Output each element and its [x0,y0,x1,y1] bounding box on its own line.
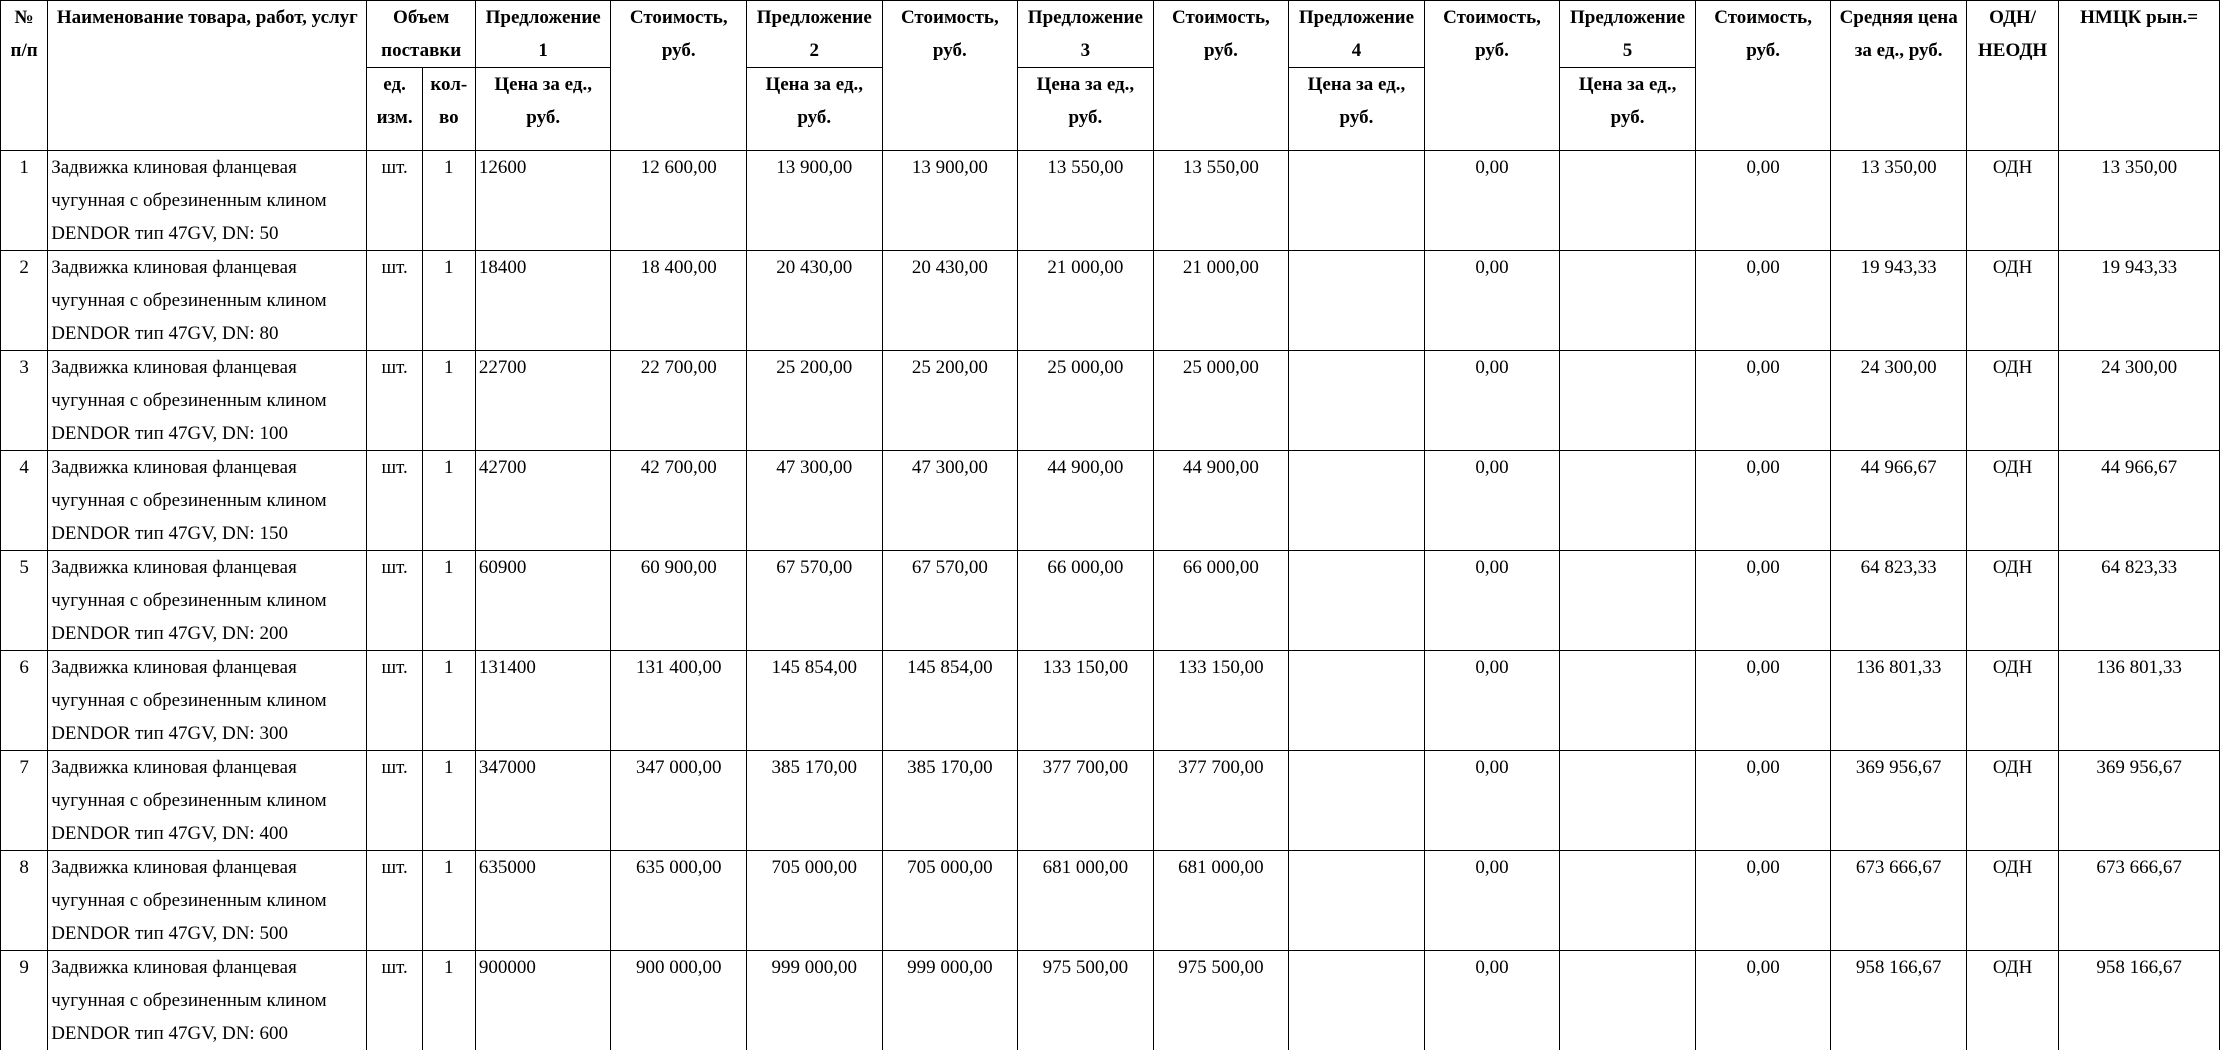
row-price2: 47 300,00 [747,451,883,551]
header-num [1,1,48,151]
row-price1: 42700 [475,451,611,551]
row-price4 [1289,751,1425,851]
row-odn: ОДН [1966,151,2058,251]
row-cost1: 635 000,00 [611,851,747,951]
row-unit: шт. [367,451,422,551]
header-nmck: НМЦК рын.= [2059,1,2220,151]
header-num-line1: № [14,7,34,28]
row-cost5: 0,00 [1695,351,1831,451]
row-cost5: 0,00 [1695,451,1831,551]
row-avg-price: 19 943,33 [1831,251,1967,351]
row-odn: ОДН [1966,551,2058,651]
row-price2: 705 000,00 [747,851,883,951]
row-price1: 60900 [475,551,611,651]
row-price1: 347000 [475,751,611,851]
row-cost1: 131 400,00 [611,651,747,751]
row-number: 6 [1,651,48,751]
row-price5 [1560,251,1696,351]
row-name: Задвижка клиновая фланцевая чугунная с обрезиненным клином DENDOR тип 47GV, DN: 50 [48,151,367,251]
row-avg-price: 958 166,67 [1831,951,1967,1050]
row-nmck: 44 966,67 [2059,451,2220,551]
row-price3: 21 000,00 [1018,251,1154,351]
row-cost4: 0,00 [1424,751,1560,851]
row-cost2: 385 170,00 [882,751,1018,851]
row-price2: 25 200,00 [747,351,883,451]
row-name: Задвижка клиновая фланцевая чугунная с обрезиненным клином DENDOR тип 47GV, DN: 600 [48,951,367,1050]
row-cost4: 0,00 [1424,351,1560,451]
row-nmck: 24 300,00 [2059,351,2220,451]
row-price2: 20 430,00 [747,251,883,351]
row-price4 [1289,451,1425,551]
row-nmck: 958 166,67 [2059,951,2220,1050]
row-price5 [1560,651,1696,751]
row-price2: 13 900,00 [747,151,883,251]
header-price2: Цена за ед., руб. [747,68,883,151]
row-price1: 22700 [475,351,611,451]
row-price4 [1289,951,1425,1050]
row-price1: 131400 [475,651,611,751]
row-price3: 25 000,00 [1018,351,1154,451]
table-header [1,1,2220,151]
row-price3: 377 700,00 [1018,751,1154,851]
row-cost1: 22 700,00 [611,351,747,451]
row-price4 [1289,251,1425,351]
header-volume: Объем поставки [367,1,475,68]
row-name: Задвижка клиновая фланцевая чугунная с обрезиненным клином DENDOR тип 47GV, DN: 100 [48,351,367,451]
row-name: Задвижка клиновая фланцевая чугунная с обрезиненным клином DENDOR тип 47GV, DN: 150 [48,451,367,551]
row-cost4: 0,00 [1424,151,1560,251]
row-price5 [1560,351,1696,451]
header-qty: кол-во [422,68,475,151]
row-qty: 1 [422,251,475,351]
row-qty: 1 [422,451,475,551]
row-price2: 385 170,00 [747,751,883,851]
header-price3: Цена за ед., руб. [1018,68,1154,151]
table-row [1,151,2220,251]
row-number: 9 [1,951,48,1050]
row-price4 [1289,351,1425,451]
row-cost2: 705 000,00 [882,851,1018,951]
row-cost5: 0,00 [1695,651,1831,751]
row-price1: 900000 [475,951,611,1050]
row-qty: 1 [422,351,475,451]
row-cost5: 0,00 [1695,751,1831,851]
row-price1: 18400 [475,251,611,351]
header-cost4: Стоимость, руб. [1424,1,1560,151]
row-price4 [1289,851,1425,951]
row-qty: 1 [422,651,475,751]
row-price2: 67 570,00 [747,551,883,651]
row-price1: 12600 [475,151,611,251]
table-row [1,551,2220,651]
table-row [1,351,2220,451]
row-cost2: 25 200,00 [882,351,1018,451]
header-unit: ед. изм. [367,68,422,151]
row-cost3: 681 000,00 [1153,851,1289,951]
row-avg-price: 13 350,00 [1831,151,1967,251]
header-offer1: Предложение 1 [475,1,611,68]
row-qty: 1 [422,951,475,1050]
row-cost3: 13 550,00 [1153,151,1289,251]
row-avg-price: 64 823,33 [1831,551,1967,651]
header-cost2: Стоимость, руб. [882,1,1018,151]
row-qty: 1 [422,551,475,651]
row-cost1: 900 000,00 [611,951,747,1050]
table-row [1,751,2220,851]
row-cost2: 999 000,00 [882,951,1018,1050]
row-odn: ОДН [1966,751,2058,851]
row-cost1: 12 600,00 [611,151,747,251]
row-nmck: 136 801,33 [2059,651,2220,751]
table-row [1,451,2220,551]
row-cost2: 13 900,00 [882,151,1018,251]
header-price5: Цена за ед., руб. [1560,68,1696,151]
row-name: Задвижка клиновая фланцевая чугунная с обрезиненным клином DENDOR тип 47GV, DN: 400 [48,751,367,851]
row-unit: шт. [367,151,422,251]
row-unit: шт. [367,351,422,451]
row-number: 1 [1,151,48,251]
row-unit: шт. [367,651,422,751]
row-price3: 44 900,00 [1018,451,1154,551]
row-cost3: 975 500,00 [1153,951,1289,1050]
row-qty: 1 [422,751,475,851]
row-price5 [1560,451,1696,551]
row-number: 4 [1,451,48,551]
row-price3: 66 000,00 [1018,551,1154,651]
row-odn: ОДН [1966,851,2058,951]
table-row [1,951,2220,1050]
header-price1: Цена за ед., руб. [475,68,611,151]
row-cost3: 133 150,00 [1153,651,1289,751]
row-price2: 145 854,00 [747,651,883,751]
header-offer2: Предложение 2 [747,1,883,68]
row-price5 [1560,951,1696,1050]
table-row [1,251,2220,351]
row-unit: шт. [367,251,422,351]
row-cost4: 0,00 [1424,251,1560,351]
row-price2: 999 000,00 [747,951,883,1050]
row-name: Задвижка клиновая фланцевая чугунная с обрезиненным клином DENDOR тип 47GV, DN: 500 [48,851,367,951]
row-price5 [1560,151,1696,251]
row-cost2: 145 854,00 [882,651,1018,751]
row-nmck: 13 350,00 [2059,151,2220,251]
header-cost5: Стоимость, руб. [1695,1,1831,151]
row-price1: 635000 [475,851,611,951]
header-odn: ОДН/ НЕОДН [1966,1,2058,151]
row-cost1: 347 000,00 [611,751,747,851]
row-unit: шт. [367,951,422,1050]
row-number: 7 [1,751,48,851]
header-name: Наименование товара, работ, услуг [48,1,367,151]
row-name: Задвижка клиновая фланцевая чугунная с обрезиненным клином DENDOR тип 47GV, DN: 300 [48,651,367,751]
row-odn: ОДН [1966,651,2058,751]
row-cost3: 377 700,00 [1153,751,1289,851]
row-cost4: 0,00 [1424,951,1560,1050]
row-number: 8 [1,851,48,951]
header-offer3: Предложение 3 [1018,1,1154,68]
row-cost3: 21 000,00 [1153,251,1289,351]
row-cost3: 66 000,00 [1153,551,1289,651]
row-qty: 1 [422,851,475,951]
row-cost5: 0,00 [1695,151,1831,251]
row-avg-price: 24 300,00 [1831,351,1967,451]
row-odn: ОДН [1966,451,2058,551]
row-cost4: 0,00 [1424,451,1560,551]
row-name: Задвижка клиновая фланцевая чугунная с обрезиненным клином DENDOR тип 47GV, DN: 200 [48,551,367,651]
row-number: 2 [1,251,48,351]
row-number: 5 [1,551,48,651]
row-qty: 1 [422,151,475,251]
row-odn: ОДН [1966,951,2058,1050]
row-price4 [1289,151,1425,251]
header-offer4: Предложение 4 [1289,1,1425,68]
table-row [1,651,2220,751]
table-body [1,151,2220,1050]
row-cost5: 0,00 [1695,851,1831,951]
row-cost5: 0,00 [1695,551,1831,651]
row-price3: 13 550,00 [1018,151,1154,251]
row-odn: ОДН [1966,351,2058,451]
row-nmck: 673 666,67 [2059,851,2220,951]
row-avg-price: 44 966,67 [1831,451,1967,551]
header-avg-price: Средняя цена за ед., руб. [1831,1,1967,151]
row-avg-price: 136 801,33 [1831,651,1967,751]
row-price3: 681 000,00 [1018,851,1154,951]
row-price3: 975 500,00 [1018,951,1154,1050]
row-cost3: 44 900,00 [1153,451,1289,551]
table-row [1,851,2220,951]
row-avg-price: 673 666,67 [1831,851,1967,951]
row-cost3: 25 000,00 [1153,351,1289,451]
row-nmck: 369 956,67 [2059,751,2220,851]
row-avg-price: 369 956,67 [1831,751,1967,851]
row-cost2: 67 570,00 [882,551,1018,651]
row-cost2: 47 300,00 [882,451,1018,551]
header-num-line2: п/п [10,40,38,61]
row-cost5: 0,00 [1695,951,1831,1050]
row-price4 [1289,651,1425,751]
row-price5 [1560,751,1696,851]
row-unit: шт. [367,851,422,951]
row-cost4: 0,00 [1424,851,1560,951]
row-unit: шт. [367,751,422,851]
header-price4: Цена за ед., руб. [1289,68,1425,151]
row-unit: шт. [367,551,422,651]
header-cost1: Стоимость, руб. [611,1,747,151]
row-price4 [1289,551,1425,651]
row-name: Задвижка клиновая фланцевая чугунная с обрезиненным клином DENDOR тип 47GV, DN: 80 [48,251,367,351]
row-odn: ОДН [1966,251,2058,351]
row-price3: 133 150,00 [1018,651,1154,751]
header-offer5: Предложение 5 [1560,1,1696,68]
row-number: 3 [1,351,48,451]
row-cost1: 18 400,00 [611,251,747,351]
row-cost5: 0,00 [1695,251,1831,351]
header-cost3: Стоимость, руб. [1153,1,1289,151]
row-cost1: 42 700,00 [611,451,747,551]
row-cost2: 20 430,00 [882,251,1018,351]
row-price5 [1560,551,1696,651]
row-price5 [1560,851,1696,951]
row-nmck: 19 943,33 [2059,251,2220,351]
row-nmck: 64 823,33 [2059,551,2220,651]
row-cost1: 60 900,00 [611,551,747,651]
row-cost4: 0,00 [1424,651,1560,751]
row-cost4: 0,00 [1424,551,1560,651]
